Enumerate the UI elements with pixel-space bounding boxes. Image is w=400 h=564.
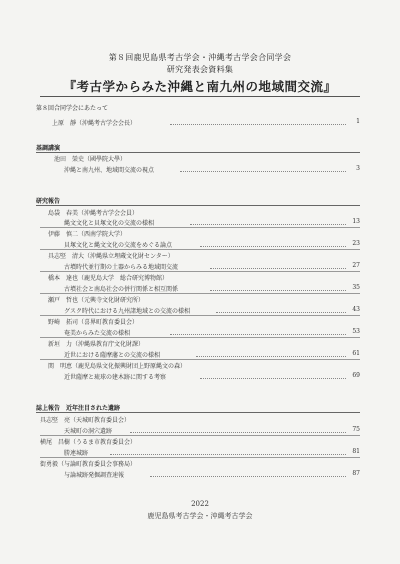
leader-dots bbox=[110, 454, 346, 455]
report-author: 新垣 力（沖縄県教育庁文化財課） bbox=[48, 341, 145, 348]
row-rule bbox=[40, 249, 360, 250]
report-page: 35 bbox=[352, 284, 360, 291]
document-title: 『考古学からみた沖縄と南九州の地域間交流』 bbox=[63, 79, 337, 94]
row-rule bbox=[40, 315, 360, 316]
field-topic: 天城町の洞穴遺跡 bbox=[64, 428, 113, 435]
row-rule bbox=[40, 359, 360, 360]
leader-dots bbox=[170, 124, 346, 125]
intro-author: 上原 靜（沖縄考古学会会長） bbox=[52, 120, 137, 127]
header-line-1: 第８回鹿児島県考古学会・沖縄考古学会合同学会 bbox=[108, 53, 292, 62]
row-rule bbox=[40, 271, 360, 272]
field-heading: 誌上報告 近年注目された遺跡 bbox=[36, 405, 121, 412]
report-page: 61 bbox=[352, 350, 360, 357]
report-author: 野崎 拓司（喜界町教育委員会） bbox=[48, 319, 139, 326]
row-rule bbox=[40, 227, 360, 228]
report-topic: 古墳社会と南島社会の併行関係と相互関係 bbox=[64, 286, 179, 293]
leader-dots bbox=[180, 171, 346, 172]
leader-dots bbox=[210, 290, 346, 291]
field-page: 81 bbox=[352, 448, 360, 455]
title-rule bbox=[40, 96, 360, 97]
report-page: 27 bbox=[352, 262, 360, 269]
keynote-page: 3 bbox=[356, 165, 360, 172]
leader-dots bbox=[170, 334, 346, 335]
report-author: 瀬戸 哲也（元興寺文化財研究所） bbox=[48, 297, 145, 304]
leader-dots bbox=[200, 378, 346, 379]
footer-year: 2022 bbox=[191, 500, 209, 508]
field-author: 街勇毅（与論町教育委員会事務局） bbox=[40, 461, 137, 468]
keynote-rule bbox=[36, 152, 360, 153]
leader-dots bbox=[196, 356, 346, 357]
report-topic: 古墳時代並行期の土器からみる地域間交流 bbox=[64, 264, 179, 271]
footer-org: 鹿児島県考古学会・沖縄考古学会 bbox=[147, 512, 253, 520]
report-topic: 貝塚文化と縄文文化の交流をめぐる論点 bbox=[64, 242, 173, 249]
leader-dots bbox=[130, 432, 346, 433]
report-author: 島袋 春美（沖縄考古学会会員） bbox=[48, 210, 139, 217]
keynote-heading: 基調講演 bbox=[36, 145, 61, 152]
field-topic: 与論城跡発掘調査速報 bbox=[64, 472, 125, 479]
row-rule bbox=[40, 457, 360, 458]
report-topic: 近世における薩摩藩との交流の様相 bbox=[64, 352, 161, 359]
intro-page: 1 bbox=[356, 118, 360, 125]
header-line-2: 研究発表会資料集 bbox=[166, 65, 234, 74]
leader-dots bbox=[150, 476, 346, 477]
field-author: 横尾 昌樹（うるま市教育委員会） bbox=[40, 439, 137, 446]
field-author: 具志堅 亮（天城町教育委員会） bbox=[40, 417, 131, 424]
report-page: 43 bbox=[352, 306, 360, 313]
report-topic: 奄美からみた交流の様相 bbox=[64, 330, 131, 337]
keynote-author: 池田 榮史（國學院大學） bbox=[54, 156, 127, 163]
field-page: 75 bbox=[352, 426, 360, 433]
report-author: 関 明恵（鹿児島県文化振興財団上野原縄文の森） bbox=[48, 363, 187, 370]
report-topic: 縄文文化と貝塚文化の交流の様相 bbox=[64, 220, 155, 227]
field-page: 87 bbox=[352, 470, 360, 477]
row-rule bbox=[40, 293, 360, 294]
report-page: 53 bbox=[352, 328, 360, 335]
intro-heading: 第８回合同学会にあたって bbox=[36, 105, 109, 112]
reports-rule bbox=[36, 205, 360, 206]
field-topic: 勝連城跡 bbox=[64, 450, 89, 457]
row-rule bbox=[40, 337, 360, 338]
report-author: 橋本 達也（鹿児島大学 総合研究博物館） bbox=[48, 275, 169, 282]
leader-dots bbox=[200, 246, 346, 247]
leader-dots bbox=[210, 268, 346, 269]
report-author: 伊藤 慎二（西南学院大学） bbox=[48, 231, 127, 238]
leader-dots bbox=[216, 312, 346, 313]
field-rule bbox=[36, 412, 360, 413]
keynote-topic: 沖縄と南九州、地域間交流の視点 bbox=[64, 167, 155, 174]
report-author: 具志堅 清大（沖縄県立埋蔵文化財センター） bbox=[48, 253, 174, 260]
leader-dots bbox=[190, 224, 346, 225]
reports-heading: 研究報告 bbox=[36, 198, 61, 205]
row-rule bbox=[40, 435, 360, 436]
report-topic: グスク時代における九州諸地域との交流の様相 bbox=[64, 308, 190, 315]
report-topic: 近世薩摩と琉球の建木跡に関する考察 bbox=[64, 374, 167, 381]
report-page: 13 bbox=[352, 218, 360, 225]
report-page: 69 bbox=[352, 372, 360, 379]
report-page: 23 bbox=[352, 240, 360, 247]
